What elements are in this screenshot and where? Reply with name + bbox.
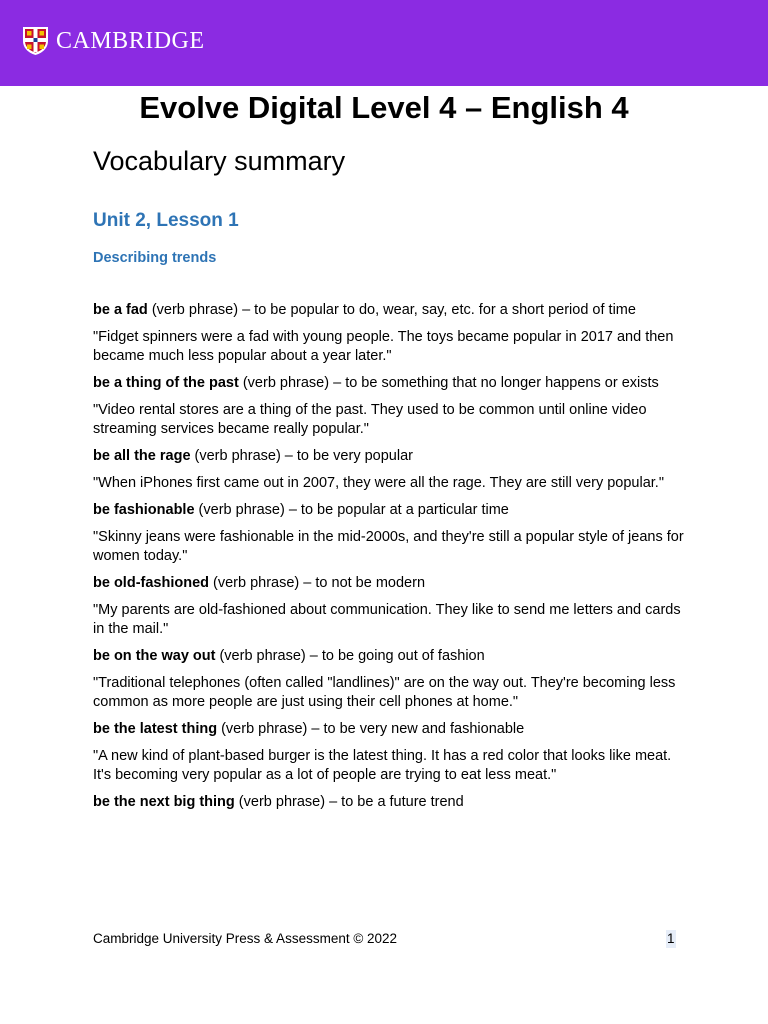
definition-text: (verb phrase) – to be a future trend: [234, 794, 464, 810]
vocabulary-term: be on the way out: [93, 648, 216, 664]
example-sentence: "When iPhones first came out in 2007, they were all the rage. They are still very popular.": [93, 475, 664, 491]
unit-heading: Unit 2, Lesson 1: [93, 210, 239, 231]
vocabulary-definition: [93, 647, 693, 666]
page-title: Evolve Digital Level 4 – English 4: [139, 90, 629, 125]
vocabulary-term: be old-fashioned: [93, 575, 209, 591]
example-sentence: "My parents are old-fashioned about communication. They like to send me letters and cards in the mail.": [93, 602, 681, 637]
example-sentence: "Traditional telephones (often called "landlines)" are on the way out. They're becoming less common as more people are just using their cell phones at home.": [93, 675, 676, 710]
definition-text: (verb phrase) – to be very popular: [190, 448, 413, 464]
page-number: 1: [667, 931, 675, 946]
vocabulary-term: be the next big thing: [93, 794, 235, 810]
vocabulary-term: be fashionable: [93, 502, 195, 518]
vocabulary-definition: [93, 301, 693, 320]
vocabulary-definition: [93, 501, 693, 520]
vocabulary-term: be a thing of the past: [93, 375, 239, 391]
vocabulary-definition: [93, 793, 693, 812]
brand-name: CAMBRIDGE: [56, 28, 205, 54]
example-sentence: "Fidget spinners were a fad with young people. The toys became popular in 2017 and then became much less popular about a year later.": [93, 329, 674, 364]
vocabulary-definition: [93, 720, 693, 739]
vocabulary-list: [93, 301, 693, 820]
vocabulary-term: be all the rage: [93, 448, 191, 464]
vocabulary-definition: [93, 374, 693, 393]
definition-text: (verb phrase) – to be something that no longer happens or exists: [238, 375, 659, 391]
definition-text: (verb phrase) – to be going out of fashion: [215, 648, 485, 664]
header-banner: [0, 0, 768, 86]
vocabulary-definition: [93, 447, 693, 466]
definition-text: (verb phrase) – to be very new and fashionable: [217, 721, 525, 737]
vocabulary-term: be a fad: [93, 302, 148, 318]
definition-text: (verb phrase) – to be popular at a particular time: [194, 502, 509, 518]
example-sentence: "Skinny jeans were fashionable in the mid-2000s, and they're still a popular style of jeans for women today.": [93, 529, 684, 564]
definition-text: (verb phrase) – to not be modern: [209, 575, 426, 591]
footer-copyright: Cambridge University Press & Assessment © 2022: [93, 931, 398, 946]
cambridge-logo: [22, 26, 205, 56]
example-sentence: "A new kind of plant-based burger is the latest thing. It has a red color that looks like meat. It's becoming very popular as a lot of people are trying to eat less meat.": [93, 748, 672, 783]
page-subtitle: Vocabulary summary: [93, 146, 346, 176]
example-sentence: "Video rental stores are a thing of the past. They used to be common until online video streaming services became really popular.": [93, 402, 647, 437]
vocabulary-term: be the latest thing: [93, 721, 218, 737]
section-heading: Describing trends: [93, 250, 217, 266]
definition-text: (verb phrase) – to be popular to do, wear, say, etc. for a short period of time: [147, 302, 636, 318]
cambridge-shield-icon: [22, 26, 49, 56]
vocabulary-definition: [93, 574, 693, 593]
